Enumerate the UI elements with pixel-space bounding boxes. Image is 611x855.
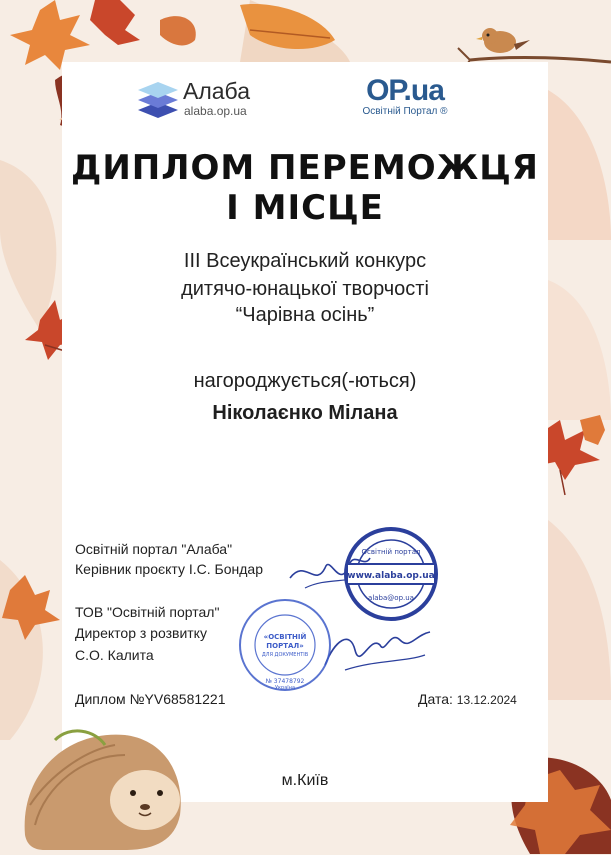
pale-leaf-icon <box>548 90 611 240</box>
awarded-text: нагороджується(-ються) <box>193 370 417 392</box>
winner-name: Ніколаєнко Мілана <box>212 402 398 424</box>
signature-2 <box>315 620 435 680</box>
diploma-title: ДИПЛОМ ПЕРЕМОЖЦЯ <box>71 148 539 188</box>
op-stamp-line-2: ПОРТАЛ» <box>266 642 304 650</box>
contest-line-1: ІІІ Всеукраїнський конкурс <box>183 250 427 272</box>
signatory-name-2: С.О. Калита <box>75 647 154 663</box>
maple-leaf-icon <box>580 415 605 445</box>
signatory-org-2: ТОВ "Освітній портал" <box>75 604 220 620</box>
signatory-org-1: Освітній портал "Алаба" <box>75 541 233 557</box>
op-ua-logo[interactable] <box>350 74 460 124</box>
alaba-stamp-bottom: alaba@op.ua <box>368 594 414 602</box>
alaba-stamp-top: Освітній портал <box>361 548 421 556</box>
signatory-role-2: Директор з розвитку <box>75 625 207 641</box>
op-stamp-line-3: ДЛЯ ДОКУМЕНТІВ <box>261 652 309 658</box>
city: м.Київ <box>281 772 329 789</box>
alaba-stamp <box>343 526 439 622</box>
diploma-date <box>418 691 517 707</box>
diploma-number: Диплом №YV68581221 <box>75 691 226 707</box>
pale-leaf-icon <box>0 160 56 330</box>
op-stamp-code: № 37478792 <box>265 678 305 685</box>
maple-leaf-icon <box>10 0 90 70</box>
maple-leaf-icon <box>90 0 140 45</box>
date-value: 13.12.2024 <box>456 693 517 707</box>
op-stamp-country: Україна <box>274 685 296 691</box>
alaba-stamp-url: www.alaba.op.ua <box>347 571 435 581</box>
alaba-logo[interactable] <box>137 78 277 122</box>
contest-name: “Чарівна осінь” <box>235 304 375 326</box>
alaba-brand-name: Алаба <box>183 78 250 104</box>
leaf-icon <box>160 16 196 45</box>
op-brand-name: OP.ua <box>366 74 444 107</box>
op-brand-subtitle: Освітній Портал ® <box>362 106 448 117</box>
diploma-place: І МІСЦЕ <box>226 188 384 228</box>
date-label: Дата: <box>418 691 453 707</box>
pale-leaf-icon <box>548 520 611 700</box>
pale-leaf-icon <box>548 280 611 420</box>
op-stamp <box>237 597 333 693</box>
contest-line-2: дитячо-юнацької творчості <box>181 278 429 300</box>
signatory-role-1: Керівник проєкту І.С. Бондар <box>75 561 263 577</box>
op-stamp-line-1: «ОСВІТНІЙ <box>263 633 307 641</box>
alaba-brand-url: alaba.op.ua <box>184 104 247 118</box>
layers-logo-icon <box>137 80 179 118</box>
